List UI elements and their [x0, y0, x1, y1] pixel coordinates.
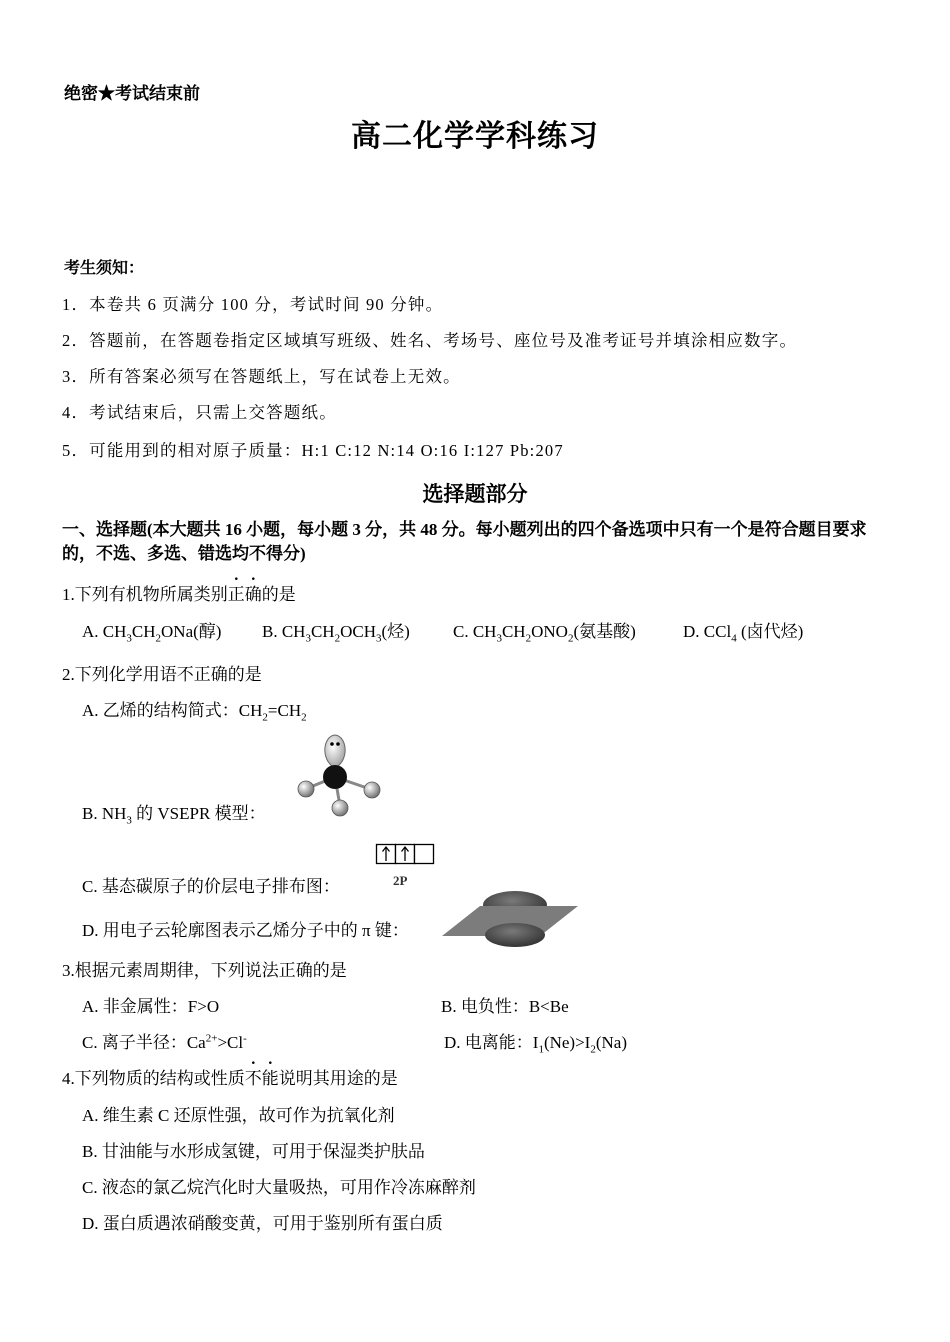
q1-option-b: B. $CH_3CH_2OCH_3$(烃)	[262, 622, 410, 645]
emphasis-char: 确	[244, 585, 262, 604]
vsepr-model-figure	[290, 730, 390, 820]
notice-item: 1．本卷共 6 页满分 100 分，考试时间 90 分钟。	[62, 295, 444, 314]
orbital-box-diagram	[375, 843, 437, 867]
q4-option-a: A. 维生素 C 还原性强，故可作为抗氧化剂	[82, 1106, 395, 1125]
pi-bond-cloud-figure	[440, 890, 580, 952]
q1-option-a: A. $CH_3CH_2ONa$(醇)	[82, 622, 222, 645]
notice-item: 4．考试结束后，只需上交答题纸。	[62, 403, 337, 422]
notice-item: 3．所有答案必须写在答题纸上，写在试卷上无效。	[62, 367, 461, 386]
q2-option-b: B. $NH_3$ 的 VSEPR 模型：	[82, 804, 266, 827]
notice-item: 5．可能用到的相对原子质量：H:1 C:12 N:14 O:16 I:127 Pb:207	[62, 441, 564, 460]
q1-option-c: C. $CH_3CH_2ONO_2$(氨基酸)	[453, 622, 636, 645]
notice-item: 2．答题前，在答题卷指定区域填写班级、姓名、考场号、座位号及准考证号并填涂相应数字。	[62, 331, 798, 350]
question-1-stem: 1.下列有机物所属类别正确的是	[62, 585, 296, 604]
q2-option-a: A. 乙烯的结构简式：$CH_2=CH_2$	[82, 701, 307, 724]
q4-option-c: C. 液态的氯乙烷汽化时大量吸热，可用作冷冻麻醉剂	[82, 1178, 476, 1197]
section-title: 选择题部分	[422, 482, 528, 506]
notice-heading: 考生须知：	[64, 260, 145, 277]
page-title: 高二化学学科练习	[351, 120, 599, 153]
q4-option-b: B. 甘油能与水形成氢键，可用于保湿类护肤品	[82, 1142, 425, 1161]
q3-option-d: D. 电离能：$I_1(Ne)>I_2(Na)$	[444, 1033, 628, 1056]
emphasis-char: 能	[261, 1069, 279, 1088]
q1-option-d: D. CCl$_4$ (卤代烃)	[683, 622, 804, 645]
q4-option-d: D. 蛋白质遇浓硝酸变黄，可用于鉴别所有蛋白质	[82, 1214, 443, 1233]
orbital-label: 2P	[393, 873, 408, 888]
question-4-stem: 4.下列物质的结构或性质不能说明其用途的是	[62, 1069, 398, 1088]
question-2-stem: 2.下列化学用语不正确的是	[62, 665, 262, 684]
part-instructions: 一、选择题(本大题共 16 小题，每小题 3 分，共 48 分。每小题列出的四个备选项中只有一个是符合题目要求的，不选、多选、错选均不得分)	[62, 520, 867, 563]
q3-option-c: C. 离子半径：$Ca^{2+}>Cl^-$	[82, 1032, 247, 1052]
emphasis-char: 正	[227, 585, 245, 604]
q2-option-c: C. 基态碳原子的价层电子排布图：	[82, 877, 340, 896]
emphasis-char: 不	[244, 1069, 262, 1088]
q3-option-a: A. 非金属性：F>O	[82, 997, 220, 1016]
question-3-stem: 3.根据元素周期律，下列说法正确的是	[62, 961, 347, 980]
q3-option-b: B. 电负性：B<Be	[441, 997, 569, 1016]
q2-option-d: D. 用电子云轮廓图表示乙烯分子中的 π 键：	[82, 921, 409, 940]
confidential-label: 绝密★考试结束前	[64, 84, 200, 103]
